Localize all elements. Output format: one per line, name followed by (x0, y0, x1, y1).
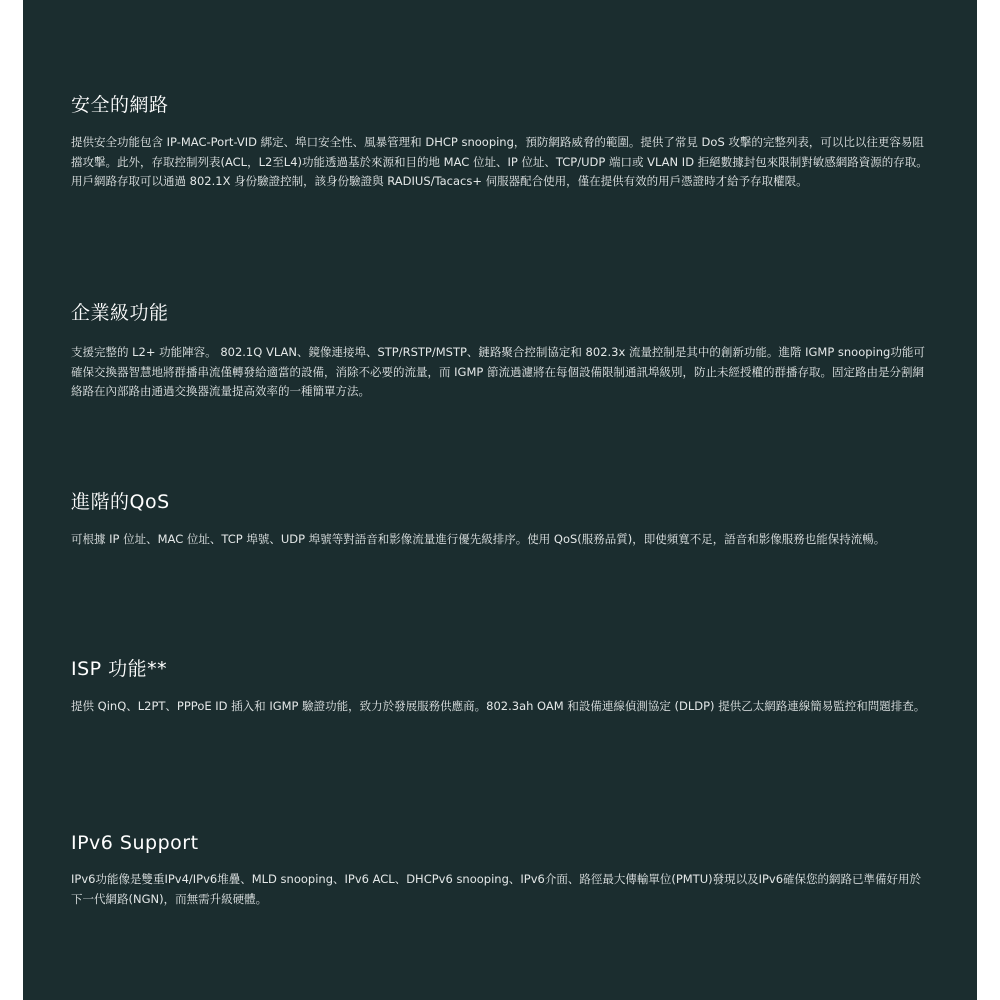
section-enterprise-features (71, 301, 931, 402)
section-title: 安全的網路 (71, 94, 169, 116)
section-body: IPv6功能像是雙重IPv4/IPv6堆疊、MLD snooping、IPv6 ACL、DHCPv6 snooping、IPv6介面、路徑最大傳輸單位(PMTU)發現以及IPv6確保您的網路已準備好用於下一代網路(NGN)，而無需升級硬體。 (71, 872, 922, 906)
section-title: 進階的QoS (71, 491, 170, 513)
section-body: 支援完整的 L2+ 功能陣容。 802.1Q VLAN、鏡像連接埠、STP/RSTP/MSTP、鏈路聚合控制協定和 802.3x 流量控制是其中的創新功能。進階 IGMP snooping功能可確保交換器智慧地將群播串流僅轉發給適當的設備，消除不必要的流量，而 IGMP 節流過濾將在每個設備限制通訊埠級別，防止未經授權的群播存取。固定路由是分割網絡路在內部路由通過交換器流量提高效率的一種簡單方法。 (71, 345, 925, 398)
section-body: 可根據 IP 位址、MAC 位址、TCP 埠號、UDP 埠號等對語音和影像流量進行優先級排序。使用 QoS(服務品質)，即使頻寬不足，語音和影像服務也能保持流暢。 (71, 532, 886, 546)
section-body: 提供安全功能包含 IP-MAC-Port-VID 綁定、埠口安全性、風暴管理和 DHCP snooping，預防網路威脅的範圍。提供了常見 DoS 攻擊的完整列表，可以比以往更容易阻擋攻擊。此外，存取控制列表(ACL，L2至L4)功能透過基於來源和目的地 MAC 位址、IP 位址、TCP/UDP 端口或 VLAN ID 拒絕數據封包來限制對敏感網路資源的存取。用戶網路存取可以通過 802.1X 身份驗證控制，該身份驗證與 RADIUS/Tacacs+ 伺服器配合使用，僅在提供有效的用戶憑證時才給予存取權限。 (71, 135, 928, 188)
section-body: 提供 QinQ、L2PT、PPPoE ID 插入和 IGMP 驗證功能，致力於發展服務供應商。802.3ah OAM 和設備連線偵測協定 (DLDP) 提供乙太網路連線簡易監控和問題排查。 (71, 699, 926, 713)
section-title: IPv6 Support (71, 832, 199, 854)
section-secure-network (71, 93, 931, 192)
section-advanced-qos (71, 490, 931, 550)
section-isp-features (71, 657, 931, 717)
section-ipv6-support (71, 831, 931, 909)
section-title: ISP 功能** (71, 658, 168, 680)
section-title: 企業級功能 (71, 302, 169, 324)
content-panel (23, 0, 977, 1000)
